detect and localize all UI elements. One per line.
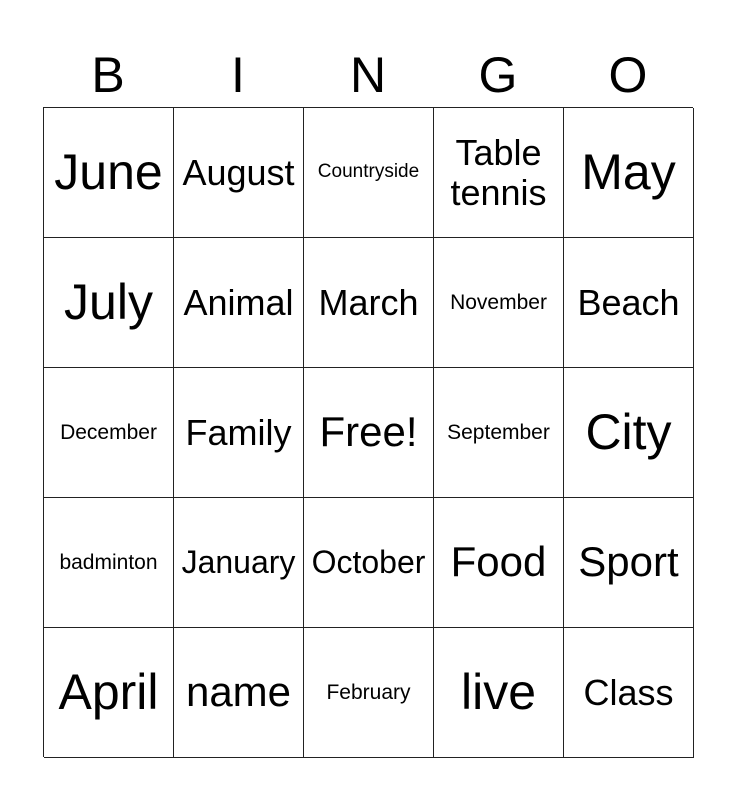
bingo-cell[interactable] [304, 498, 434, 628]
bingo-cell[interactable] [434, 628, 564, 758]
bingo-cell[interactable] [44, 628, 174, 758]
bingo-cell[interactable] [564, 368, 694, 498]
header-letter-n: N [349, 47, 387, 103]
cell-label: February [326, 680, 411, 704]
bingo-cell[interactable] [304, 628, 434, 758]
bingo-cell[interactable] [564, 108, 694, 238]
bingo-cell[interactable] [434, 498, 564, 628]
cell-label: November [450, 290, 547, 314]
cell-label: April [58, 664, 159, 720]
bingo-cell[interactable] [174, 498, 304, 628]
bingo-cell[interactable] [174, 628, 304, 758]
cell-label: July [64, 274, 153, 330]
cell-label: Beach [577, 281, 680, 323]
bingo-free-cell[interactable] [304, 368, 434, 498]
cell-label: Food [450, 538, 547, 586]
cell-label: January [181, 543, 296, 580]
cell-label: October [311, 543, 426, 580]
bingo-cell[interactable] [44, 368, 174, 498]
bingo-cell[interactable] [304, 238, 434, 368]
cell-label: Table tennis [450, 131, 547, 213]
cell-label: May [581, 144, 676, 200]
bingo-cell[interactable] [174, 368, 304, 498]
header-letter-o: O [608, 47, 648, 103]
bingo-cell[interactable] [174, 238, 304, 368]
cell-label: August [182, 151, 295, 193]
cell-label: Countryside [317, 161, 420, 183]
cell-label: City [585, 404, 672, 460]
bingo-cell[interactable] [44, 238, 174, 368]
cell-label: June [54, 144, 163, 200]
bingo-cell[interactable] [304, 108, 434, 238]
cell-label: September [447, 420, 550, 444]
bingo-cell[interactable] [434, 238, 564, 368]
free-space-label: Free! [319, 408, 418, 456]
header-letter-i: I [231, 47, 245, 103]
bingo-cell[interactable] [44, 108, 174, 238]
bingo-header [43, 42, 693, 108]
cell-label: Class [583, 671, 674, 713]
bingo-cell[interactable] [564, 628, 694, 758]
bingo-cell[interactable] [434, 108, 564, 238]
cell-label: Family [185, 411, 292, 453]
bingo-card [43, 107, 693, 757]
bingo-cell[interactable] [434, 368, 564, 498]
cell-label: Animal [183, 281, 294, 323]
cell-label: badminton [59, 550, 158, 574]
bingo-cell[interactable] [564, 498, 694, 628]
cell-label: Sport [578, 538, 679, 586]
bingo-cell[interactable] [174, 108, 304, 238]
bingo-cell[interactable] [44, 498, 174, 628]
cell-label: December [60, 420, 157, 444]
bingo-cell[interactable] [564, 238, 694, 368]
header-letter-g: G [478, 47, 518, 103]
header-letter-b: B [91, 47, 125, 103]
cell-label: name [185, 668, 292, 716]
cell-label: March [318, 281, 419, 323]
cell-label: live [460, 664, 537, 720]
